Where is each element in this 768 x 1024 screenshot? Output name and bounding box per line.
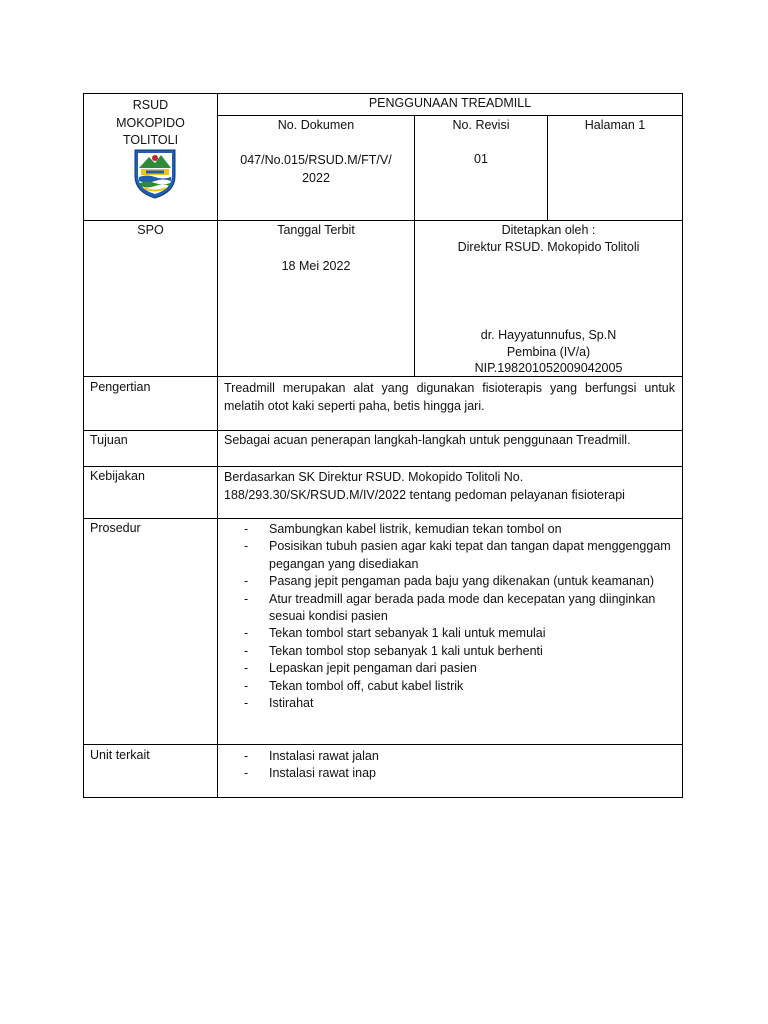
- unit-item: - Instalasi rawat inap: [244, 766, 377, 781]
- procedure-step: - Tekan tombol start sebanyak 1 kali untuk memulai: [244, 626, 546, 641]
- document-title: PENGGUNAAN TREADMILL: [368, 96, 532, 110]
- signer-rank: Pembina (IV/a): [506, 345, 591, 359]
- revision-value: 01: [474, 152, 488, 166]
- doc-no-label: No. Dokumen: [277, 118, 355, 132]
- page-number: Halaman 1: [584, 118, 646, 132]
- spo-label: SPO: [137, 223, 164, 237]
- procedure-step: - Tekan tombol stop sebanyak 1 kali untuk berhenti: [244, 643, 543, 658]
- established-label: Ditetapkan oleh :: [501, 223, 596, 237]
- procedure-step: - Tekan tombol off, cabut kabel listrik: [244, 678, 464, 693]
- kebijakan-label: Kebijakan: [90, 469, 145, 483]
- revision-label: No. Revisi: [452, 118, 510, 132]
- doc-no-value: 047/No.015/RSUD.M/FT/V/ 2022: [240, 153, 392, 185]
- prosedur-label: Prosedur: [90, 521, 141, 535]
- issue-date-value: 18 Mei 2022: [281, 259, 351, 273]
- institution-name: RSUD MOKOPIDO TOLITOLI: [116, 98, 185, 147]
- procedure-step: - Atur treadmill agar berada pada mode dan kecepatan yang diinginkan sesuai kondisi pasien: [244, 591, 656, 624]
- pengertian-text: Treadmill merupakan alat yang digunakan fisioterapis yang berfungsi untuk melatih otot kaki seperti paha, betis hingga jari.: [224, 381, 675, 413]
- unit-item: - Instalasi rawat jalan: [244, 749, 379, 763]
- issue-date-label: Tanggal Terbit: [277, 223, 355, 237]
- pengertian-label: Pengertian: [90, 380, 151, 394]
- unit-terkait-label: Unit terkait: [90, 748, 150, 762]
- signer-nip: NIP.198201052009042005: [474, 361, 623, 375]
- unit-list: [244, 748, 675, 783]
- tujuan-label: Tujuan: [90, 433, 128, 447]
- procedure-step: - Istirahat: [244, 696, 314, 711]
- hospital-logo: [132, 146, 178, 200]
- kebijakan-text: Berdasarkan SK Direktur RSUD. Mokopido Tolitoli No. 188/293.30/SK/RSUD.M/IV/2022 tentang pedoman pelayanan fisioterapi: [224, 470, 625, 502]
- procedure-step: - Posisikan tubuh pasien agar kaki tepat dan tangan dapat menggenggam pegangan yang disediakan: [244, 539, 671, 571]
- tujuan-text: Sebagai acuan penerapan langkah-langkah untuk penggunaan Treadmill.: [224, 433, 631, 447]
- established-by: Direktur RSUD. Mokopido Tolitoli: [457, 240, 640, 254]
- procedure-step: - Lepaskan jepit pengaman dari pasien: [244, 661, 477, 676]
- emblem-icon: [132, 146, 178, 200]
- procedure-list: [244, 521, 675, 712]
- procedure-step: - Pasang jepit pengaman pada baju yang dikenakan (untuk keamanan): [244, 574, 654, 589]
- signer-name: dr. Hayyatunnufus, Sp.N: [480, 328, 617, 342]
- procedure-step: - Sambungkan kabel listrik, kemudian tekan tombol on: [244, 522, 562, 536]
